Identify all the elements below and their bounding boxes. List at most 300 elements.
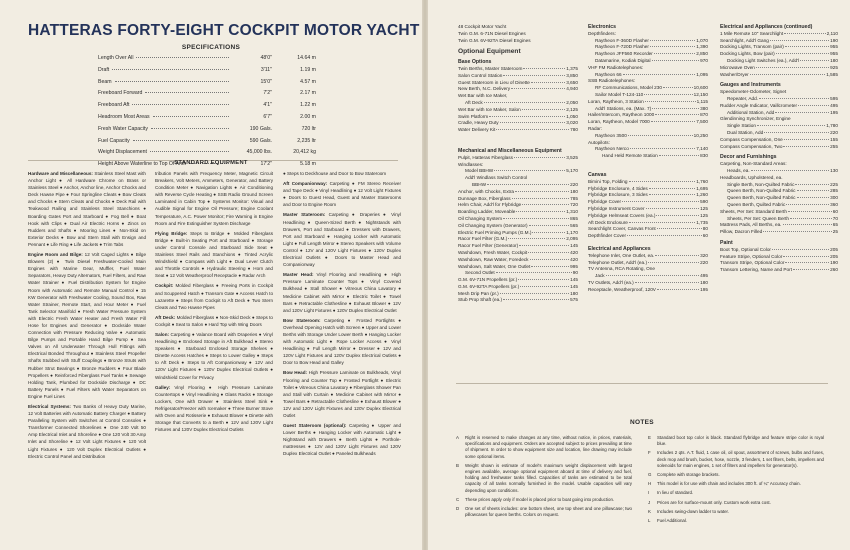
equipment-paragraph <box>155 230 273 280</box>
spec-row <box>98 79 316 91</box>
leader-dots <box>751 170 830 171</box>
canvas-heading: Canvas <box>588 171 607 178</box>
item-label: TV Outlets, Add'l (ea.) <box>588 279 634 285</box>
item-label: Radar: <box>588 125 603 131</box>
option-item <box>720 130 838 137</box>
leader-dots <box>496 129 569 130</box>
spec-metric: 5.18 m <box>300 161 316 168</box>
item-label: Salon Control Station <box>458 72 503 78</box>
option-item <box>588 253 708 260</box>
option-item <box>720 44 838 51</box>
option-item <box>720 38 838 45</box>
option-item <box>458 189 578 196</box>
item-label: Datamarine, Kodiak Digital <box>595 57 651 63</box>
item-label: Raytheon F-720D Flasher <box>595 44 649 50</box>
note-item <box>456 506 632 518</box>
note-key: G <box>648 472 652 478</box>
option-item <box>458 73 578 80</box>
leader-dots <box>764 132 829 133</box>
item-price: 145 <box>570 277 578 283</box>
option-item <box>588 260 708 267</box>
item-label: Depthfinders: <box>588 30 616 36</box>
spec-row <box>98 114 316 126</box>
option-item <box>458 209 578 216</box>
leader-dots <box>650 46 695 47</box>
leader-dots <box>793 269 829 270</box>
item-label: Flybridge Enclosure, 3 Sides <box>588 192 648 198</box>
option-item <box>458 277 578 284</box>
leader-dots <box>522 109 566 110</box>
item-price: 2,850 <box>696 51 708 57</box>
item-price: 865 <box>570 215 578 221</box>
item-price: 255 <box>830 143 838 149</box>
equipment-heading: Bow Head: <box>283 370 308 376</box>
option-item <box>720 51 838 58</box>
equipment-text: Carpeting ● Draperies ● Vinyl Headlining ● Queen-Sized Berth ● Nightstands with Drawers, Port and Starboard ● Dressers with Drawers, Port and Starboard ● Hanging Locker with Automatic Light ● Full Length Mirror ● Stereo Speakers with Volume Control ● 12V and 120V Light Fixtures ● 120V Duplex Electrical Outlets ● Doors to Master Head and Companionway <box>283 212 401 268</box>
spec-imperial: 45,000 lbs. <box>246 149 272 156</box>
item-price: 955 <box>830 51 838 57</box>
spec-imperial: 190 Gals. <box>249 125 272 132</box>
option-item <box>720 65 838 72</box>
item-label: Boarding Ladder, Moveable <box>458 209 516 215</box>
option-item <box>458 196 578 203</box>
option-item <box>458 120 578 127</box>
item-label: Racor Fuel Filter (G.M.) <box>458 236 508 242</box>
electrical-appliances-list <box>588 253 708 294</box>
item-label: Jack <box>595 273 605 279</box>
item-label: Washdown, Salt Water, One Outlet <box>458 263 531 269</box>
spec-row <box>98 55 316 67</box>
leader-dots <box>785 262 829 263</box>
electrical-appliances-heading: Electrical and Appliances <box>588 245 651 252</box>
item-label: Second Outlet <box>465 270 495 276</box>
option-item <box>720 222 838 229</box>
item-label: Microwave Oven <box>720 64 755 70</box>
item-label: Water Delivery Kit <box>458 127 496 133</box>
item-label: Depthfinder Cover <box>588 233 627 239</box>
option-item <box>458 236 578 243</box>
leader-dots <box>151 128 229 129</box>
leader-dots <box>797 190 830 191</box>
electrical-appliances-continued-list <box>720 31 838 79</box>
option-item <box>458 297 578 304</box>
equipment-text: Carpeting ● Upper and Lower Berths ● Hanging Locker with Automatic Light ● Nightstand with Drawers ● Berth Lights ● Porthole-mattresses ● 12V and 120V Light Fixtures and 120V Duplex Electrical Outlet ● Paneled Bulkheads <box>283 423 401 457</box>
mechanical-heading: Mechanical and Miscellaneous Equipment <box>458 147 562 154</box>
item-label: Additional Station, Add <box>727 109 775 115</box>
leader-dots <box>645 101 696 102</box>
item-price: 1,780 <box>826 123 838 129</box>
leader-dots <box>132 104 229 105</box>
leader-dots <box>798 105 829 106</box>
option-item <box>588 38 708 45</box>
equipment-text: Carpeting ● Valance Board with Draperies ● Vinyl Headlining ● Enclosed Storage in Aft Bulkhead ● Stereo Speakers ● Starboard Enclosed Storage Shelves ● Dinette Access Hatches ● Steps to Lower Galley ● Steps to Aft Deck ● Steps to Aft Companionway ● 12V and 120V Light Fixtures ● 120V Duplex Electrical Outlets ● Windshield Cover for Privacy <box>155 331 273 380</box>
option-item <box>458 243 578 250</box>
spec-label: Length Over All <box>98 55 134 61</box>
item-label: Telephone Inlet, One Outlet, ea. <box>588 252 655 258</box>
item-price: 995 <box>570 263 578 269</box>
item-label: Queen Berth, Non-Quilted Fabric <box>727 195 796 201</box>
item-label: TV Antenna, RCA Rotating, One <box>588 266 655 272</box>
electrical-appliances-continued-heading: Electrical and Appliances (continued) <box>720 24 813 30</box>
spec-metric: 1.22 m <box>300 102 316 109</box>
item-price: 1,375 <box>566 65 578 71</box>
option-item <box>720 209 838 216</box>
note-key: E <box>648 435 651 440</box>
option-item <box>588 287 708 294</box>
item-price: 360 <box>830 201 838 207</box>
item-price: 205 <box>830 253 838 259</box>
item-label: Guest Stateroom in Lieu of Dinette <box>458 79 530 85</box>
option-item <box>588 133 708 140</box>
item-price: 12,150 <box>693 91 708 97</box>
option-item <box>588 220 708 227</box>
option-item <box>458 250 578 257</box>
item-label: Loran, Raytheon, 3 Station <box>588 98 644 104</box>
equipment-text: Carpeting ● FM Stereo Receiver and Tape Deck ● Vinyl Headlining ● 12 Volt Light Fixtures ● Doors to Guest Head, Guest and Master Staterooms and Door to Engine Room <box>283 181 401 208</box>
spec-imperial: 4'1" <box>263 102 272 109</box>
item-price: 320 <box>700 252 708 258</box>
spec-label: Weight Displacement <box>98 149 147 156</box>
gauges-heading: Gauges and Instruments <box>720 82 781 89</box>
note-item <box>648 490 824 496</box>
option-item <box>720 254 838 261</box>
item-label: Raytheon Nerco <box>595 146 629 152</box>
note-key: F <box>648 450 651 456</box>
leader-dots <box>530 259 570 260</box>
spec-metric: 2.00 m <box>300 113 316 120</box>
leader-dots <box>783 146 829 147</box>
equipment-paragraph <box>155 384 273 434</box>
option-item <box>458 162 578 169</box>
notes-column-1 <box>456 435 632 521</box>
leader-dots <box>659 155 699 156</box>
model-item <box>458 38 578 45</box>
leader-dots <box>487 184 569 185</box>
note-item <box>648 509 824 515</box>
option-item <box>588 65 708 72</box>
leader-dots <box>786 204 829 205</box>
right-page <box>428 0 850 550</box>
spec-row <box>98 138 316 150</box>
leader-dots <box>649 194 696 195</box>
leader-dots <box>496 272 572 273</box>
item-label: Boot Top, Optional Color <box>720 246 771 252</box>
item-price: 1,095 <box>696 71 708 77</box>
equipment-paragraph <box>283 422 401 457</box>
mechanical-list <box>458 155 578 305</box>
item-price: 195 <box>700 286 708 292</box>
leader-dots <box>648 262 699 263</box>
decor-list <box>720 161 838 236</box>
spec-imperial: 6'7" <box>263 113 272 120</box>
spec-label: Freeboard Forward <box>98 90 143 97</box>
leader-dots <box>756 67 829 68</box>
note-item <box>456 435 632 460</box>
spec-imperial: 15'0" <box>260 78 272 85</box>
leader-dots <box>489 116 565 117</box>
note-key: L <box>648 518 651 524</box>
option-item <box>720 161 838 168</box>
option-item <box>720 267 838 274</box>
option-item <box>458 86 578 93</box>
item-label: Searchlight Cover, Canvas Front <box>588 226 656 232</box>
item-label: Bimini Top, Folding <box>588 178 628 184</box>
leader-dots <box>520 286 569 287</box>
item-price: 220 <box>830 129 838 135</box>
leader-dots <box>759 98 829 99</box>
base-options-heading: Base Options <box>458 59 492 66</box>
item-price: 5,170 <box>566 168 578 174</box>
option-item <box>458 284 578 291</box>
option-item <box>458 66 578 73</box>
note-text: Includes swing-down ladder to water. <box>657 508 729 514</box>
leader-dots <box>750 74 826 75</box>
option-item <box>588 266 708 273</box>
leader-dots <box>484 102 566 103</box>
leader-dots <box>514 157 565 158</box>
item-price: 10,600 <box>693 85 708 91</box>
item-label: Carpeting, Non-Standard Areas: <box>720 161 787 167</box>
item-price: 1,170 <box>566 229 578 235</box>
item-price: 590 <box>700 199 708 205</box>
equipment-heading: Salon: <box>155 331 170 337</box>
option-item <box>720 72 838 79</box>
note-text: Prices are for surface-mount only. Custom work extra cost. <box>657 499 771 505</box>
option-item <box>458 175 578 182</box>
leader-dots <box>776 53 829 54</box>
leader-dots <box>650 40 695 41</box>
item-price: 220 <box>700 259 708 265</box>
leader-dots <box>784 33 825 34</box>
item-label: Anchor, with Chocks, Extra <box>458 188 515 194</box>
leader-dots <box>795 184 829 185</box>
equipment-paragraph <box>155 282 273 310</box>
item-price: 2,050 <box>566 99 578 105</box>
leader-dots <box>133 140 229 141</box>
left-page <box>0 0 422 550</box>
equipment-text: Molded Fiberglass ● Non-Skid Deck ● Steps to Cockpit ● Seat to Salon ● Hard Top with Wing Doors <box>155 314 273 327</box>
option-item <box>588 106 708 113</box>
spec-metric: 720 ltr <box>301 125 316 132</box>
spec-label: Height Above Waterline to Top Of Arch <box>98 161 187 168</box>
item-label: Twin G.M. 6-71N Diesel Engines <box>458 30 526 36</box>
item-price: 3,525 <box>566 154 578 160</box>
item-price: 70 <box>832 215 838 221</box>
item-label: Flybridge Instrument Cover <box>588 205 645 211</box>
item-price: 1,585 <box>826 71 838 77</box>
item-price: 595 <box>830 95 838 101</box>
item-price: 720 <box>570 202 578 208</box>
option-item <box>458 168 578 175</box>
item-price: 60 <box>702 233 708 239</box>
option-item <box>458 291 578 298</box>
option-item <box>588 31 708 38</box>
leader-dots <box>655 114 699 115</box>
item-label: Raytheon F-360D Flasher <box>595 37 649 43</box>
item-price: 10,250 <box>693 132 708 138</box>
item-price: 3,020 <box>566 120 578 126</box>
equipment-text: Vinyl Flooring and Headlining ● High Pressure Laminate Counter Tops ● Vinyl Covered Bulkhead ● Stall Shower ● Vitreous China Lavatory ● Medicine Cabinet with Mirror ● Electric Toilet ● Towel Bars ● Retractable Clothesline ● Exhaust Blower ● 12V and 120V Light Fixtures ● 120V Duplex Electrical Outlet <box>283 272 401 313</box>
equipment-paragraph <box>155 314 273 328</box>
note-text: In lieu of standard. <box>657 490 694 496</box>
item-label: Autopilots: <box>588 139 610 145</box>
leader-dots <box>606 275 700 276</box>
leader-dots <box>784 139 829 140</box>
item-price: 65 <box>832 222 838 228</box>
note-key: K <box>648 508 651 514</box>
note-key: A <box>456 435 459 440</box>
item-label: Compass Compensation, One <box>720 136 783 142</box>
item-price: 220 <box>570 181 578 187</box>
leader-dots <box>528 252 569 253</box>
leader-dots <box>772 249 829 250</box>
item-price: 180 <box>570 188 578 194</box>
item-price: 25 <box>832 229 838 235</box>
item-label: Docking Lights, Bow (pair) <box>720 51 775 57</box>
item-label: Raytheon JFF560 Recorder <box>595 51 653 57</box>
item-label: Rudder Angle Indicator, Vaillcrometer <box>720 102 798 108</box>
paint-list <box>720 247 838 274</box>
standard-equipment-column-3 <box>283 170 401 461</box>
option-item <box>720 202 838 209</box>
leader-dots <box>529 225 570 226</box>
option-item <box>588 186 708 193</box>
option-item <box>720 195 838 202</box>
equipment-heading: Aft Deck: <box>155 314 176 320</box>
item-price: 1,050 <box>566 113 578 119</box>
option-item <box>458 202 578 209</box>
item-label: New Berth, N.C. Delivery <box>458 86 511 92</box>
leader-dots <box>531 82 565 83</box>
price-column-1 <box>458 24 578 304</box>
option-item <box>588 126 708 133</box>
item-label: Single Berth, Non-Quilted Fabric <box>727 181 795 187</box>
item-price: 190 <box>830 260 838 266</box>
leader-dots <box>508 238 565 239</box>
option-item <box>720 144 838 151</box>
equipment-paragraph <box>283 369 401 419</box>
leader-dots <box>635 282 699 283</box>
item-label: Flybridge Enclosure, 4 Sides <box>588 185 648 191</box>
option-item <box>588 119 708 126</box>
paint-heading: Paint <box>720 239 733 246</box>
item-label: G.M. 6V-92TA Propellers (pr.) <box>458 283 520 289</box>
notes-heading: NOTES <box>630 419 654 426</box>
spec-imperial: 3'11" <box>260 66 272 73</box>
item-label: RF Communications, Model 230 <box>595 85 662 91</box>
item-price: 195 <box>830 109 838 115</box>
leader-dots <box>622 201 699 202</box>
equipment-heading: Hardware and Miscellaneous: <box>28 171 93 176</box>
leader-dots <box>623 74 696 75</box>
leader-dots <box>651 121 696 122</box>
item-label: Transom Stripe, Optional Color <box>720 260 785 266</box>
leader-dots <box>649 188 696 189</box>
item-label: Oil Changing System <box>458 215 503 221</box>
equipment-paragraph <box>283 180 401 208</box>
leader-dots <box>652 108 699 109</box>
leader-dots <box>519 245 569 246</box>
note-text: Includes 2 qts. A.T. fluid, 1 case oil, oil spout, assortment of screws, bulbs and fuses, deck mop and brush, bucket, hose, nozzle, 3 fenders, 1 set filters, belts, impellers and solenoids for main engines, 1 set of filters and impellers for generator(s). <box>657 450 824 468</box>
item-label: Hand Held Remote Station <box>602 153 658 159</box>
leader-dots <box>785 46 829 47</box>
item-price: 1,390 <box>696 44 708 50</box>
electronics-list <box>588 31 708 160</box>
option-item <box>458 216 578 223</box>
item-label: Raytheon 66 <box>595 71 622 77</box>
spec-row <box>98 102 316 114</box>
note-text: One set of sheets includes: one bottom sheet, one top sheet and one pillowcase; two pillowcases for queen berths. Colors on request. <box>465 506 632 518</box>
note-text: Right is reserved to make changes at any time, without notice, in prices, materials, specifications and equipment. Orders are accepted subject to prices prevailing at time of shipment. In order to show equipment size and location, line drawing may include some optional items. <box>465 435 632 459</box>
leader-dots <box>783 256 829 257</box>
option-item <box>588 192 708 199</box>
specifications-heading: SPECIFICATIONS <box>181 44 241 51</box>
option-item <box>720 89 838 96</box>
spec-label: Freeboard Aft <box>98 102 130 109</box>
item-label: 48 Cockpit Motor Yacht <box>458 24 507 29</box>
item-price: 955 <box>830 44 838 50</box>
item-label: Oil Changing System (Generator) <box>458 222 528 228</box>
item-label: Washdown, Raw Water, Foredeck <box>458 256 529 262</box>
option-item <box>588 199 708 206</box>
equipment-text: Steps to Bridge ● Molded Fiberglass Bridge ● Built-in Seating Port and Starboard ● Storage under Control Console and Starboard Side Seat ● Stainless Steel Rails and Stanchions ● Tinted Acrylic Windshield ● Compass with Light ● Dual Lever Clutch and Throttle Controls ● Hydraulic Steering ● Horn and Seat ● 12 Volt Weatherproof Receptacle ● Radar Arch <box>155 230 273 279</box>
item-price: 7,500 <box>696 119 708 125</box>
note-item <box>648 518 824 524</box>
item-label: Flybridge Helmseat Covers (ea.) <box>588 212 656 218</box>
item-label: Model BBHW <box>465 168 494 174</box>
item-price: 870 <box>700 112 708 118</box>
item-price: 4,940 <box>566 86 578 92</box>
decor-heading: Decor and Furnishings <box>720 154 777 161</box>
item-price: 2,110 <box>826 30 838 36</box>
item-price: 780 <box>570 127 578 133</box>
item-price: 565 <box>570 222 578 228</box>
equipment-paragraph <box>283 317 401 367</box>
leader-dots <box>630 148 695 149</box>
item-price: 225 <box>830 181 838 187</box>
equipment-heading: Electrical Systems: <box>28 404 71 409</box>
spec-imperial: 7'2" <box>263 90 272 97</box>
note-item <box>648 472 824 478</box>
item-price: 125 <box>700 205 708 211</box>
gauges-list <box>720 89 838 150</box>
option-item <box>720 175 838 182</box>
option-item <box>588 179 708 186</box>
option-item <box>458 230 578 237</box>
item-price: 205 <box>830 246 838 252</box>
equipment-heading: Cockpit: <box>155 283 174 289</box>
option-item <box>458 182 578 189</box>
option-item <box>458 257 578 264</box>
leader-dots <box>628 135 693 136</box>
leader-dots <box>657 289 699 290</box>
item-label: Queen Berth, Quilted Fabric <box>727 201 786 207</box>
note-text: This model is for use with chain and includes 300 ft. of ¼" Accuracy chain. <box>657 481 801 487</box>
leader-dots <box>511 88 565 89</box>
option-item <box>588 72 708 79</box>
equipment-text: Stainless Steel Mast with Anchor Light ● All Hardware Chrome on Brass or Stainless Steel ● Anchor, Anchor line, Anchor Chocks and Deck Hawse Pipe ● Four Springline Cleats ● Bow Cleats and Chocks ● Stern Cleats and Chocks ● Deck Rail with Teakwood Railing and Stainless Steel Stanchions ● Boarding Gates Port and Starboard ● Fog Bell ● Boat Hook with Clips ● Dual Air Electric Horns ● Zincs on Rudders and Shafts ● Mooring Lines ● Non-Skid on Exterior Decks ● Bow and Stern Stall with Ensign and Pennant ● Life Ring ● Life Jackets ● Trim Tabs <box>28 171 146 247</box>
equipment-text: ● Steps to Deckhouse and Door to Bow Stateroom <box>283 171 387 176</box>
item-label: Twin Berths, Master Stateroom <box>458 65 523 71</box>
equipment-text: tribution Panels with Frequency Meter, Magnetic Circuit Breakers, Volt Meters, Ammeters, Generator, and Battery Condition Meter ● Navigation Lights ● Air Conditioning with Reverse Cycle Heating ● SSB Radio Ground Screen Laminated in Cabin Top ● Systems Monitor: Visual and Audible Signal for Engine Oil Pressure; Engine Coolant Temperature, A.C. Power Monitor; Fire Warning in Engine Room and Fire Extinguisher System Discharge <box>155 171 273 226</box>
spec-label: Beam <box>98 78 112 85</box>
leader-dots <box>150 151 229 152</box>
item-price: 130 <box>830 167 838 173</box>
equipment-heading: Guest Stateroom (optional): <box>283 423 347 429</box>
canvas-list <box>588 179 708 240</box>
option-item <box>588 92 708 99</box>
leader-dots <box>512 198 570 199</box>
